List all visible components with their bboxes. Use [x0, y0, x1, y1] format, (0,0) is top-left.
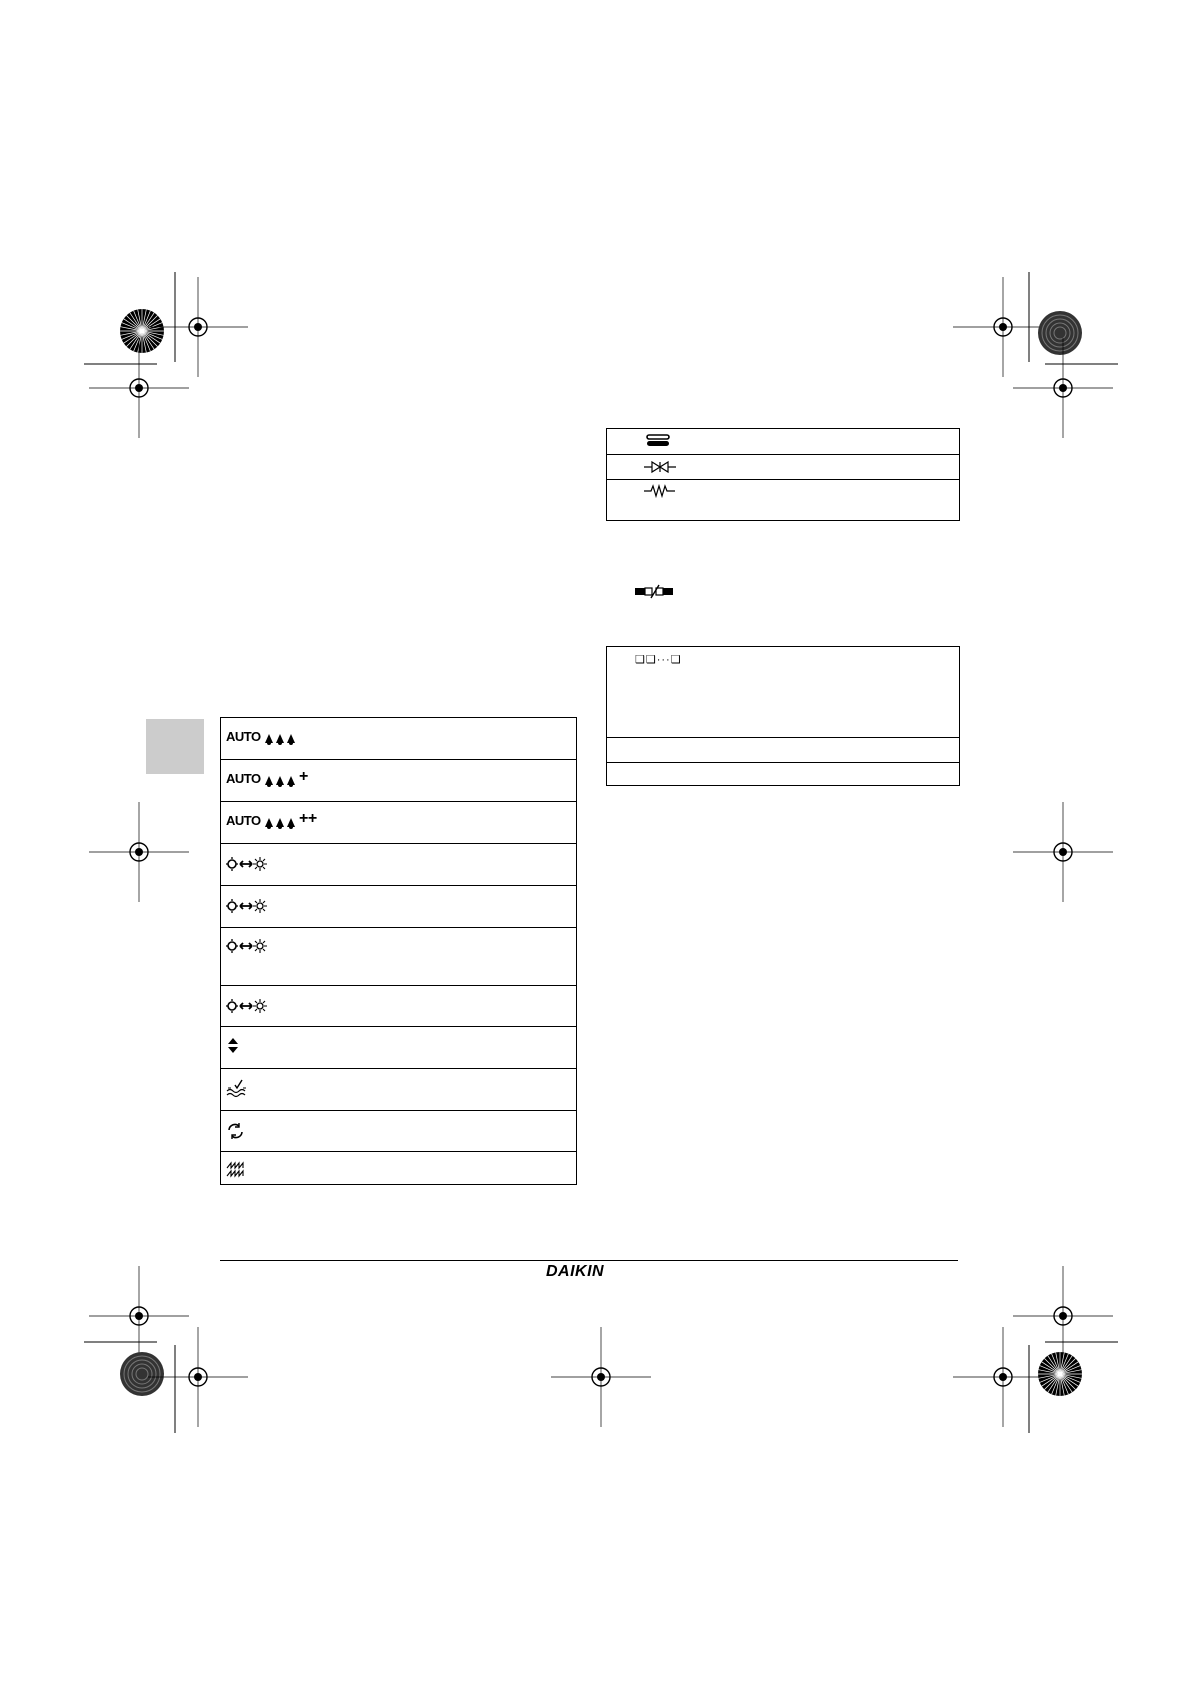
crosshair-mark — [89, 1266, 189, 1366]
fan-speed-icon — [263, 814, 299, 830]
crosshair-mark — [953, 277, 1053, 377]
fan-speed-icon — [263, 772, 299, 788]
crosshair-mark — [89, 802, 189, 902]
table-row — [607, 479, 959, 522]
plus-plus-icon: ++ — [299, 810, 317, 827]
crosshair-mark — [1013, 338, 1113, 438]
crosshair-mark — [89, 338, 189, 438]
tube-icon — [645, 434, 673, 448]
auto-label: AUTO — [226, 771, 261, 786]
status-table — [606, 646, 960, 786]
crosshair-mark — [148, 1327, 248, 1427]
auto-label: AUTO — [226, 729, 261, 744]
table-row — [607, 454, 959, 479]
starburst-mark-bottom-right — [1038, 1352, 1082, 1396]
table-row — [221, 927, 576, 985]
humidity-check-icon — [226, 1079, 250, 1099]
cool-heat-changeover-icon — [226, 899, 268, 913]
crosshair-mark — [1013, 1266, 1113, 1366]
table-row — [221, 1068, 576, 1110]
auto-label: AUTO — [226, 813, 261, 828]
crosshair-mark — [148, 277, 248, 377]
ringtarget-mark-bottom-left — [120, 1352, 164, 1396]
circulation-icon — [226, 1122, 246, 1140]
chapter-tab — [146, 719, 204, 774]
plus-icon: + — [299, 768, 308, 785]
heater-icon — [643, 484, 677, 498]
table-row — [221, 759, 576, 801]
cool-heat-changeover-icon — [226, 857, 268, 871]
cool-heat-changeover-icon — [226, 999, 268, 1013]
table-row — [221, 1026, 576, 1068]
ringtarget-mark-top-right — [1038, 311, 1082, 355]
table-row — [607, 737, 959, 762]
cool-heat-changeover-icon — [226, 939, 268, 953]
table-row — [607, 647, 959, 737]
table-row — [221, 718, 576, 759]
components-table — [606, 428, 960, 521]
display-icons-table — [220, 717, 577, 1185]
crosshair-mark — [953, 1327, 1053, 1427]
table-row — [221, 843, 576, 885]
segment-sequence-icon: ❑❑···❑ — [635, 654, 682, 666]
valve-icon — [643, 460, 677, 474]
table-row — [221, 1151, 576, 1186]
table-row — [221, 885, 576, 927]
fan-speed-icon — [263, 730, 299, 746]
crosshair-mark — [551, 1327, 651, 1427]
daikin-logo: DAIKIN — [546, 1263, 605, 1280]
footer-rule — [220, 1260, 958, 1261]
disconnect-icon — [634, 584, 676, 600]
table-row — [607, 429, 959, 454]
table-row — [221, 801, 576, 843]
table-row — [221, 985, 576, 1026]
swing-flap-icon — [227, 1037, 241, 1055]
crosshair-mark — [1013, 802, 1113, 902]
table-row — [607, 762, 959, 787]
table-row — [221, 1110, 576, 1151]
starburst-mark-top-left — [120, 309, 164, 353]
wave-heat-icon — [226, 1161, 252, 1179]
